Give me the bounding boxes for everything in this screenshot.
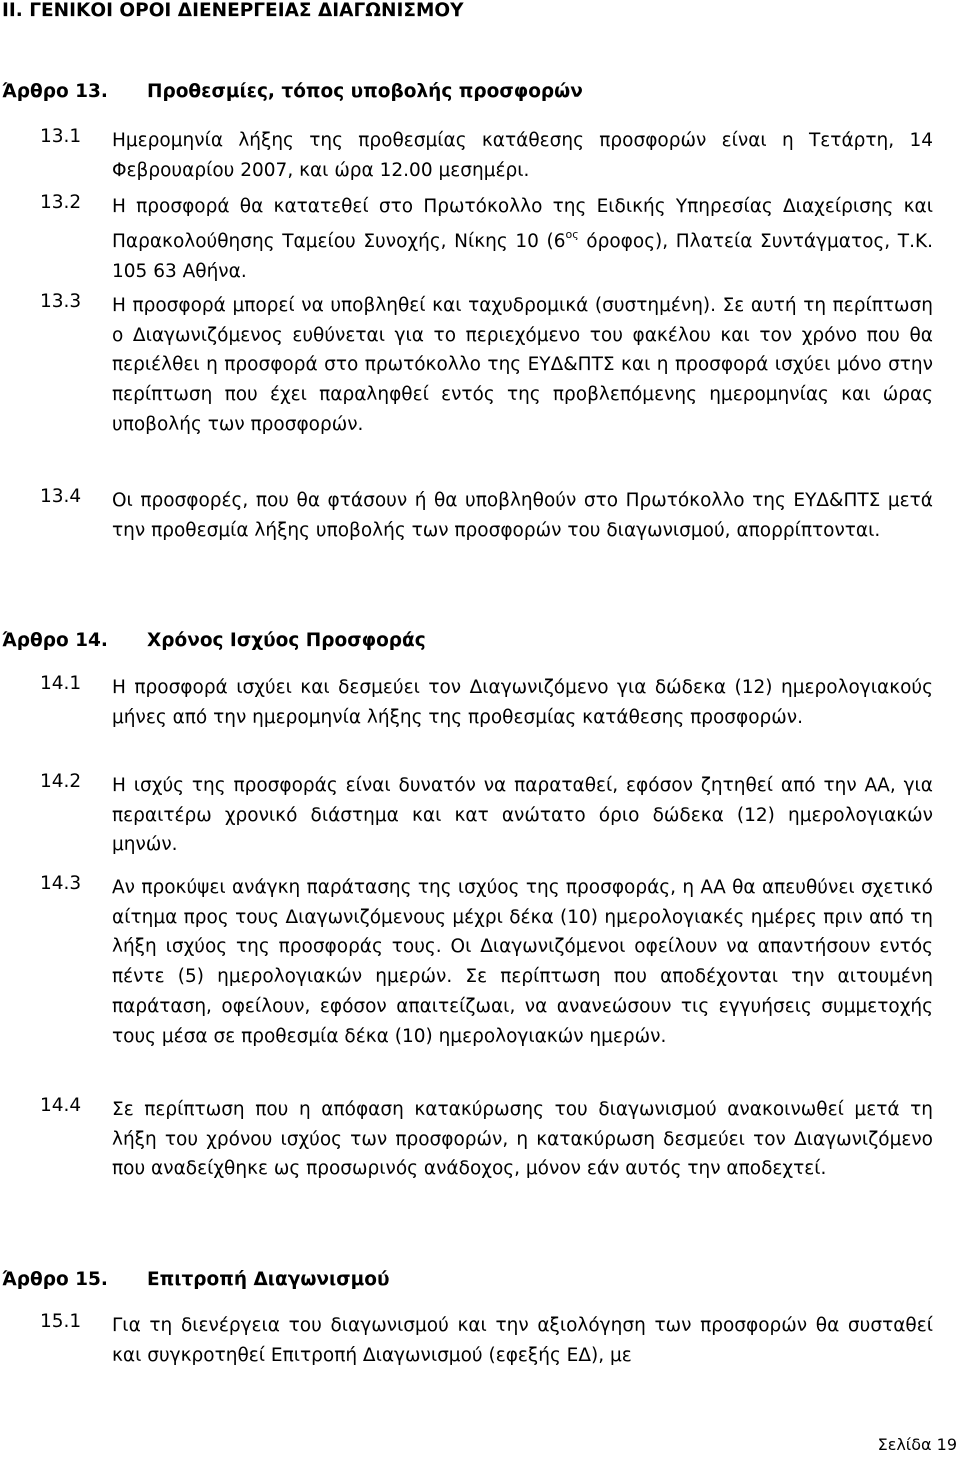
clause-14-3	[40, 873, 933, 1051]
article-15-title: Επιτροπή Διαγωνισμού	[147, 1269, 390, 1290]
section-title: ΙΙ. ΓΕΝΙΚΟΙ ΟΡΟΙ ΔΙΕΝΕΡΓΕΙΑΣ ΔΙΑΓΩΝΙΣΜΟΥ	[2, 0, 464, 21]
article-14-heading	[2, 630, 426, 651]
clause-number: 14.2	[40, 771, 82, 792]
clause-text: Η ισχύς της προσφοράς είναι δυνατόν να παραταθεί, εφόσον ζητηθεί από την ΑΑ, για περαιτέρω χρονικό διάστημα και κατ ανώτατο όριο δώδεκα (12) ημερολογιακών μηνών.	[112, 775, 933, 856]
clause-13-2	[40, 192, 933, 286]
page-number: Σελίδα 19	[877, 1435, 957, 1454]
clause-13-4	[40, 486, 933, 545]
clause-number: 14.3	[40, 873, 82, 894]
clause-text: Αν προκύψει ανάγκη παράτασης της ισχύος της προσφοράς, η ΑΑ θα απευθύνει σχετικό αίτημα προς τους Διαγωνιζόμενους μέχρι δέκα (10) ημερολογιακές ημέρες πριν από τη λήξη ισχύος της προσφοράς τους. Οι Διαγωνιζόμενοι οφείλουν να απαντήσουν εντός πέντε (5) ημερολογιακών ημερών. Σε περίπτωση που αποδέχονται την αιτουμένη παράταση, οφείλουν, εφόσον απαιτείζωαι, να ανανεώσουν τις εγγυήσεις συμμετοχής τους μέσα σε προθεσμία δέκα (10) ημερολογιακών ημερών.	[112, 877, 933, 1047]
clause-number: 15.1	[40, 1311, 82, 1332]
article-14-number: Άρθρο 14.	[2, 630, 108, 651]
article-13-title: Προθεσμίες, τόπος υποβολής προσφορών	[147, 81, 583, 102]
article-13-heading	[2, 81, 583, 102]
article-13-number: Άρθρο 13.	[2, 81, 108, 102]
article-15-heading	[2, 1269, 389, 1290]
clause-number: 13.2	[40, 192, 82, 213]
article-14-title: Χρόνος Ισχύος Προσφοράς	[147, 630, 426, 651]
superscript: ος	[565, 227, 579, 241]
clause-text: Σε περίπτωση που η απόφαση κατακύρωσης του διαγωνισμού ανακοινωθεί μετά τη λήξη του χρόνου ισχύος των προσφορών, η κατακύρωση δεσμεύει τον Διαγωνιζόμενο που αναδείχθηκε ως προσωρινός ανάδοχος, μόνον εάν αυτός την αποδεχτεί.	[112, 1099, 933, 1180]
clause-text: Η προσφορά θα κατατεθεί στο Πρωτόκολλο της Ειδικής Υπηρεσίας Διαχείρισης και Παρακολούθησης Ταμείου Συνοχής, Νίκης 10 ($6^{o\varsigma}$ όροφος), Πλατεία Συντάγματος, Τ.Κ. 105 63 Αθήνα.	[112, 196, 933, 282]
clause-number: 13.3	[40, 291, 82, 312]
clause-number: 14.4	[40, 1095, 82, 1116]
clause-14-2	[40, 771, 933, 860]
clause-number: 13.4	[40, 486, 82, 507]
clause-15-1	[40, 1311, 933, 1370]
clause-14-4	[40, 1095, 933, 1184]
clause-text: Για τη διενέργεια του διαγωνισμού και την αξιολόγηση των προσφορών θα συσταθεί και συγκροτηθεί Επιτροπή Διαγωνισμού (εφεξής ΕΔ), με	[112, 1315, 933, 1366]
clause-13-1	[40, 126, 933, 185]
clause-14-1	[40, 673, 933, 732]
clause-number: 14.1	[40, 673, 82, 694]
clause-text: Ημερομηνία λήξης της προθεσμίας κατάθεσης προσφορών είναι η Τετάρτη, 14 Φεβρουαρίου 2007, και ώρα 12.00 μεσημέρι.	[112, 130, 933, 181]
article-15-number: Άρθρο 15.	[2, 1269, 108, 1290]
clause-text: Η προσφορά ισχύει και δεσμεύει τον Διαγωνιζόμενο για δώδεκα (12) ημερολογιακούς μήνες από την ημερομηνία λήξης της προθεσμίας κατάθεσης προσφορών.	[112, 677, 933, 728]
clause-text: Οι προσφορές, που θα φτάσουν ή θα υποβληθούν στο Πρωτόκολλο της ΕΥΔ&ΠΤΣ μετά την προθεσμία λήξης υποβολής των προσφορών του διαγωνισμού, απορρίπτονται.	[112, 490, 933, 541]
clause-text: Η προσφορά μπορεί να υποβληθεί και ταχυδρομικά (συστημένη). Σε αυτή τη περίπτωση ο Διαγωνιζόμενος ευθύνεται για το περιεχόμενο του φακέλου και τον χρόνο που θα περιέλθει η προσφορά στο πρωτόκολλο της ΕΥΔ&ΠΤΣ και η προσφορά ισχύει μόνο στην περίπτωση που έχει παραληφθεί εντός της προβλεπόμενης ημερομηνίας και ώρας υποβολής των προσφορών.	[112, 295, 933, 435]
clause-13-3	[40, 291, 933, 440]
clause-number: 13.1	[40, 126, 82, 147]
